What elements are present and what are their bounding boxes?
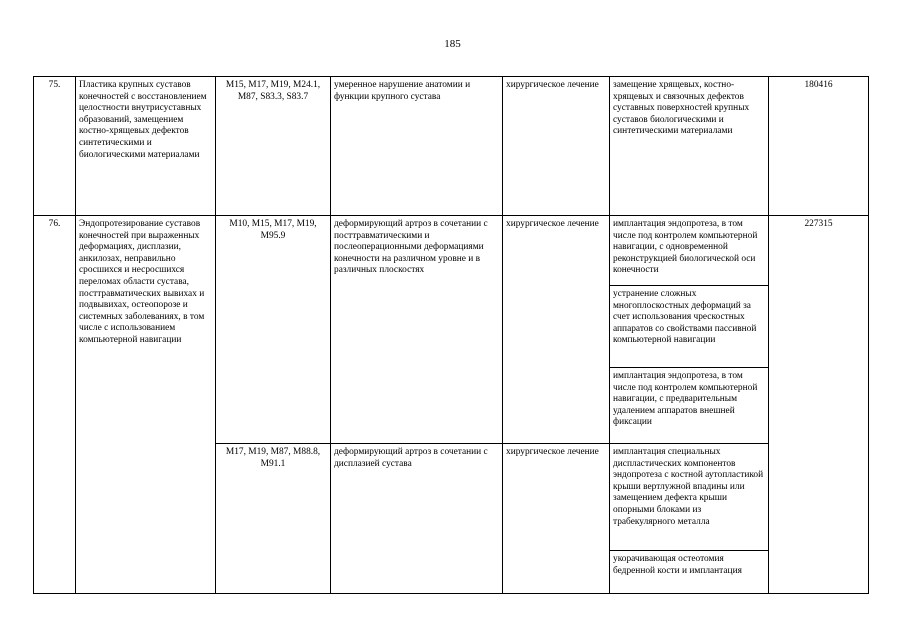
patient-model: деформирующий артроз в сочетании с дисплазией сустава <box>331 444 503 594</box>
row-number: 75. <box>34 77 76 216</box>
table-row-76 <box>34 216 869 444</box>
treatment-type: хирургическое лечение <box>503 444 610 594</box>
procedure-name: Пластика крупных суставов конечностей с восстановлением целостности внутрисуставных образований, замещением костно-хрящевых дефектов синтетическими и биологическими материалами <box>76 77 216 216</box>
treatment-methods <box>610 216 769 444</box>
diagnosis-codes: M15, M17, M19, M24.1, M87, S83.3, S83.7 <box>216 77 331 216</box>
treatment-type: хирургическое лечение <box>503 77 610 216</box>
cost-value: 227315 <box>769 216 869 594</box>
patient-model: умеренное нарушение анатомии и функции крупного сустава <box>331 77 503 216</box>
medical-care-table <box>33 76 869 594</box>
patient-model: деформирующий артроз в сочетании с посттравматическими и послеоперационными деформациями конечности на различном уровне и в различных плоскостях <box>331 216 503 444</box>
treatment-method: имплантация эндопротеза, в том числе под контролем компьютерной навигации, с одновременной реконструкцией биологической оси конечности <box>610 216 768 286</box>
table-row-75 <box>34 77 869 216</box>
treatment-method: имплантация эндопротеза, в том числе под контролем компьютерной навигации, с предварительным удалением аппаратов внешней фиксации <box>613 371 758 428</box>
cost-value: 180416 <box>769 77 869 216</box>
row-number: 76. <box>34 216 76 594</box>
diagnosis-codes: M17, M19, M87, M88.8, M91.1 <box>216 444 331 594</box>
treatment-method: имплантация специальных диспластических компонентов эндопротеза с костной аутопластикой крыши вертлужной впадины или замещением дефекта крыши опорными блоками из трабекулярного металла <box>610 444 768 551</box>
treatment-method: замещение хрящевых, костно-хрящевых и связочных дефектов суставных поверхностей крупных суставов биологическими и синтетическими материалами <box>610 77 769 216</box>
treatment-method: устранение сложных многоплоскостных деформаций за счет использования чрескостных аппаратов со свойствами пассивной компьютерной навигации <box>610 286 768 368</box>
diagnosis-codes: M10, M15, M17, M19, M95.9 <box>216 216 331 444</box>
treatment-methods <box>610 444 769 594</box>
page-number: 185 <box>444 38 461 50</box>
treatment-type: хирургическое лечение <box>503 216 610 444</box>
treatment-method: укорачивающая остеотомия бедренной кости и имплантация <box>613 554 742 576</box>
procedure-name: Эндопротезирование суставов конечностей при выраженных деформациях, дисплазии, анкилозах, неправильно сросшихся и несросшихся переломах области сустава, посттравматических вывихах и подвывихах, остеопорозе и системных заболеваниях, в том числе с использованием компьютерной навигации <box>76 216 216 594</box>
